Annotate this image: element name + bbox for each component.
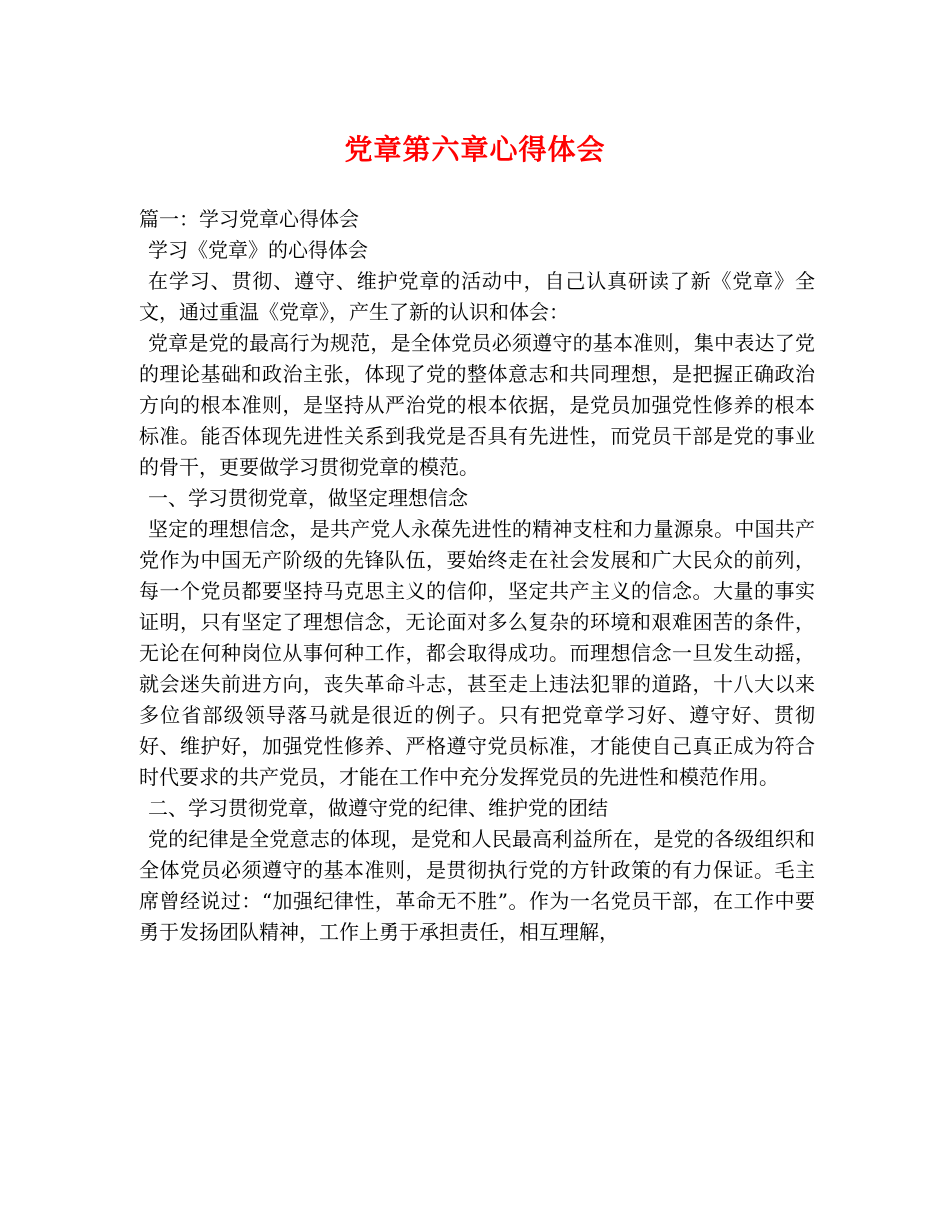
subheading: 学习《党章》的心得体会 [148,238,368,262]
subheading: 二、学习贯彻党章，做遵守党的纪律、维护党的团结 [148,796,608,820]
document-title: 党章第六章心得体会 [344,133,606,166]
paragraph: 在学习、贯彻、遵守、维护党章的活动中，自己认真研读了新《党章》全文，通过重温《党章》，产生了新的认识和体会： [139,269,815,324]
subheading: 一、学习贯彻党章，做坚定理想信念 [148,486,468,510]
paragraph: 党的纪律是全党意志的体现，是党和人民最高利益所在，是党的各级组织和全体党员必须遵守的基本准则，是贯彻执行党的方针政策的有力保证。毛主席曾经说过：“加强纪律性，革命无不胜”。作为一名党员干部，在工作中要勇于发扬团队精神，工作上勇于承担责任，相互理解， [139,827,815,944]
section-heading: 篇一：学习党章心得体会 [139,207,359,231]
paragraph: 坚定的理想信念，是共产党人永葆先进性的精神支柱和力量源泉。中国共产党作为中国无产阶级的先锋队伍，要始终走在社会发展和广大民众的前列，每一个党员都要坚持马克思主义的信仰，坚定共产主义的信念。大量的事实证明，只有坚定了理想信念，无论面对多么复杂的环境和艰难困苦的条件，无论在何种岗位从事何种工作，都会取得成功。而理想信念一旦发生动摇，就会迷失前进方向，丧失革命斗志，甚至走上违法犯罪的道路，十八大以来多位省部级领导落马就是很近的例子。只有把党章学习好、遵守好、贯彻好、维护好，加强党性修养、严格遵守党员标准，才能使自己真正成为符合时代要求的共产党员，才能在工作中充分发挥党员的先进性和模范作用。 [139,517,815,789]
paragraph: 党章是党的最高行为规范，是全体党员必须遵守的基本准则，集中表达了党的理论基础和政治主张，体现了党的整体意志和共同理想，是把握正确政治方向的根本准则，是坚持从严治党的根本依据，是党员加强党性修养的根本标准。能否体现先进性关系到我党是否具有先进性，而党员干部是党的事业的骨干，更要做学习贯彻党章的模范。 [139,331,815,479]
document-body [139,204,815,948]
